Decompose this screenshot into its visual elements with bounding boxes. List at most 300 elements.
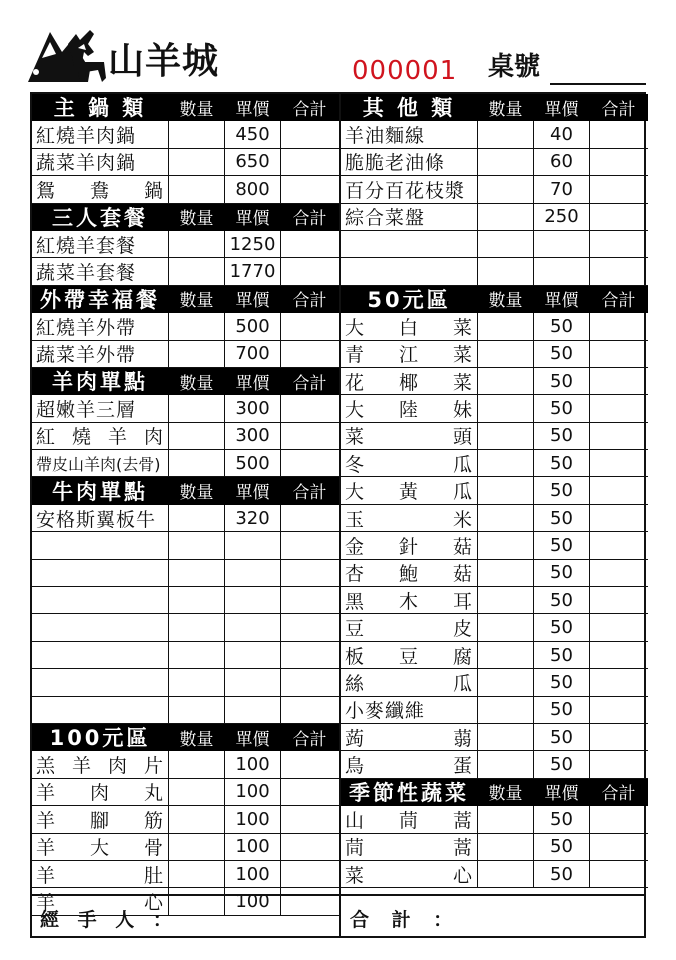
unit-price: 50 [534,395,590,421]
quantity-cell[interactable] [478,477,534,503]
blank-row [32,532,339,559]
subtotal-cell[interactable] [590,697,648,723]
blank-name-cell[interactable] [32,697,169,723]
qty-column-header: 數量 [478,286,534,312]
menu-item-row [32,395,339,422]
subtotal-cell[interactable] [590,368,648,394]
subtotal-cell[interactable] [590,861,648,887]
menu-item-row [32,834,339,861]
menu-item-name: 蔬菜羊肉鍋 [32,149,169,175]
quantity-cell[interactable] [478,204,534,230]
unit-price: 320 [225,505,281,531]
blank-qty-cell[interactable] [478,258,534,284]
unit-price: 50 [534,368,590,394]
total-column-header: 合計 [590,779,648,805]
qty-column-header: 數量 [169,94,225,120]
blank-row [32,697,339,724]
quantity-cell[interactable] [478,861,534,887]
menu-item-name: 脆脆老油條 [341,149,478,175]
order-form [30,92,646,938]
menu-item-name: 羔 羊 肉 片 [32,751,169,777]
quantity-cell[interactable] [169,834,225,860]
menu-item-row [341,532,648,559]
menu-item-name: 菜 心 [341,861,478,887]
unit-price: 50 [534,560,590,586]
unit-price: 100 [225,834,281,860]
subtotal-cell[interactable] [590,587,648,613]
section-header [32,286,339,313]
subtotal-cell[interactable] [281,806,339,832]
menu-item-row [32,779,339,806]
menu-item-name: 羊 肉 丸 [32,779,169,805]
subtotal-cell[interactable] [281,779,339,805]
unit-price: 500 [225,450,281,476]
menu-item-row [32,806,339,833]
menu-item-name: 蒟 蒻 [341,724,478,750]
unit-price: 800 [225,176,281,202]
subtotal-cell[interactable] [590,751,648,777]
qty-column-header: 數量 [169,286,225,312]
total-column-header: 合計 [281,204,339,230]
blank-row [341,231,648,258]
blank-name-cell[interactable] [32,587,169,613]
blank-total-cell[interactable] [281,669,339,695]
menu-item-row [32,231,339,258]
subtotal-cell[interactable] [590,614,648,640]
section-title: 其 他 類 [341,94,478,120]
subtotal-cell[interactable] [590,669,648,695]
menu-item-row [341,724,648,751]
quantity-cell[interactable] [478,505,534,531]
unit-price: 500 [225,313,281,339]
unit-price: 50 [534,642,590,668]
menu-item-name: 杏 鮑 菇 [341,560,478,586]
subtotal-cell[interactable] [281,861,339,887]
total-column-header: 合計 [590,94,648,120]
unit-price: 50 [534,341,590,367]
subtotal-cell[interactable] [590,121,648,147]
quantity-cell[interactable] [478,149,534,175]
unit-price: 1770 [225,258,281,284]
section-header [32,477,339,504]
blank-row [32,614,339,641]
qty-column-header: 數量 [169,477,225,503]
menu-item-name: 茼 蒿 [341,834,478,860]
unit-price: 40 [534,121,590,147]
menu-item-name: 羊 大 骨 [32,834,169,860]
menu-item-name: 百分百花枝漿 [341,176,478,202]
section-header [32,204,339,231]
blank-price-cell[interactable] [225,669,281,695]
blank-total-cell[interactable] [281,587,339,613]
goat-mountain-logo-icon [28,22,108,86]
quantity-cell[interactable] [478,532,534,558]
menu-item-row [341,341,648,368]
total-column-header: 合計 [281,286,339,312]
qty-column-header: 數量 [169,724,225,750]
menu-item-row [341,149,648,176]
menu-item-row [341,587,648,614]
menu-item-name: 菜 頭 [341,423,478,449]
unit-price: 50 [534,532,590,558]
subtotal-cell[interactable] [281,450,339,476]
menu-item-row [341,861,648,888]
menu-item-name: 大 陸 妹 [341,395,478,421]
subtotal-cell[interactable] [590,724,648,750]
unit-price: 100 [225,861,281,887]
footer-divider [339,896,341,938]
unit-price: 50 [534,751,590,777]
unit-price: 100 [225,806,281,832]
menu-item-name: 玉 米 [341,505,478,531]
menu-item-row [32,258,339,285]
section-title: 季節性蔬菜 [341,779,478,805]
subtotal-cell[interactable] [590,505,648,531]
menu-item-row [32,149,339,176]
quantity-cell[interactable] [478,560,534,586]
quantity-cell[interactable] [478,423,534,449]
menu-item-row [341,806,648,833]
section-title: 外帶幸福餐 [32,286,169,312]
price-column-header: 單價 [225,286,281,312]
subtotal-cell[interactable] [281,834,339,860]
menu-item-name: 黑 木 耳 [341,587,478,613]
unit-price: 50 [534,669,590,695]
unit-price: 300 [225,423,281,449]
quantity-cell[interactable] [169,395,225,421]
menu-item-name: 冬 瓜 [341,450,478,476]
unit-price: 50 [534,614,590,640]
menu-item-name: 板 豆 腐 [341,642,478,668]
blank-name-cell[interactable] [341,231,478,257]
blank-name-cell[interactable] [341,258,478,284]
menu-item-row [341,121,648,148]
quantity-cell[interactable] [478,669,534,695]
blank-row [32,642,339,669]
menu-item-name: 蔬菜羊外帶 [32,341,169,367]
menu-item-row [32,450,339,477]
section-header [32,724,339,751]
menu-item-row [341,477,648,504]
blank-name-cell[interactable] [32,532,169,558]
order-header [0,0,676,92]
section-title: 50元區 [341,286,478,312]
price-column-header: 單價 [534,286,590,312]
blank-qty-cell[interactable] [169,669,225,695]
price-column-header: 單價 [225,724,281,750]
blank-price-cell[interactable] [225,587,281,613]
price-column-header: 單價 [225,368,281,394]
menu-item-name: 紅燒羊外帶 [32,313,169,339]
quantity-cell[interactable] [478,121,534,147]
order-number: 000001 [352,56,458,86]
menu-item-name: 鳥 蛋 [341,751,478,777]
menu-item-name: 大 白 菜 [341,313,478,339]
menu-item-row [32,341,339,368]
menu-item-row [341,642,648,669]
blank-price-cell[interactable] [225,642,281,668]
menu-item-row [341,614,648,641]
unit-price: 50 [534,587,590,613]
subtotal-cell[interactable] [590,313,648,339]
menu-item-row [341,368,648,395]
blank-total-cell[interactable] [281,560,339,586]
subtotal-cell[interactable] [281,313,339,339]
menu-item-name: 山 茼 蒿 [341,806,478,832]
menu-item-row [341,669,648,696]
left-menu-column [32,94,339,916]
blank-qty-cell[interactable] [169,614,225,640]
qty-column-header: 數量 [169,368,225,394]
unit-price: 300 [225,395,281,421]
blank-name-cell[interactable] [32,614,169,640]
subtotal-cell[interactable] [590,204,648,230]
menu-item-name: 絲 瓜 [341,669,478,695]
total-column-header: 合計 [281,368,339,394]
menu-item-row [341,313,648,340]
menu-item-name: 小麥纖維 [341,697,478,723]
quantity-cell[interactable] [169,313,225,339]
price-column-header: 單價 [225,94,281,120]
blank-total-cell[interactable] [281,532,339,558]
total-column-header: 合計 [281,94,339,120]
quantity-cell[interactable] [169,861,225,887]
total-column-header: 合計 [281,724,339,750]
unit-price: 60 [534,149,590,175]
menu-item-name: 超嫩羊三層 [32,395,169,421]
subtotal-cell[interactable] [590,560,648,586]
unit-price: 450 [225,121,281,147]
unit-price: 50 [534,697,590,723]
quantity-cell[interactable] [169,450,225,476]
price-column-header: 單價 [534,94,590,120]
price-column-header: 單價 [225,477,281,503]
unit-price: 100 [225,751,281,777]
quantity-cell[interactable] [169,505,225,531]
unit-price: 100 [225,888,281,914]
unit-price: 250 [534,204,590,230]
handler-label: 經 手 人 ： [40,909,178,931]
subtotal-cell[interactable] [590,642,648,668]
menu-item-row [341,751,648,778]
section-header [341,779,648,806]
right-menu-column [341,94,648,888]
unit-price: 50 [534,834,590,860]
quantity-cell[interactable] [169,806,225,832]
blank-qty-cell[interactable] [169,642,225,668]
table-number-field[interactable] [550,83,646,85]
menu-item-row [341,176,648,203]
price-column-header: 單價 [225,204,281,230]
quantity-cell[interactable] [478,834,534,860]
blank-name-cell[interactable] [32,669,169,695]
menu-item-row [341,697,648,724]
blank-total-cell[interactable] [590,258,648,284]
subtotal-cell[interactable] [281,341,339,367]
quantity-cell[interactable] [169,149,225,175]
unit-price: 100 [225,779,281,805]
grand-total-label: 合 計 ： [350,909,461,931]
quantity-cell[interactable] [478,176,534,202]
menu-item-name: 蔬菜羊套餐 [32,258,169,284]
quantity-cell[interactable] [169,751,225,777]
quantity-cell[interactable] [478,450,534,476]
blank-price-cell[interactable] [225,697,281,723]
menu-item-name: 大 黃 瓜 [341,477,478,503]
quantity-cell[interactable] [169,231,225,257]
quantity-cell[interactable] [169,423,225,449]
quantity-cell[interactable] [169,258,225,284]
subtotal-cell[interactable] [281,121,339,147]
unit-price: 50 [534,861,590,887]
blank-row [341,258,648,285]
unit-price: 700 [225,341,281,367]
quantity-cell[interactable] [169,176,225,202]
quantity-cell[interactable] [169,779,225,805]
unit-price: 50 [534,450,590,476]
subtotal-cell[interactable] [590,834,648,860]
menu-item-name: 鴛 鴦 鍋 [32,176,169,202]
section-title: 羊肉單點 [32,368,169,394]
subtotal-cell[interactable] [281,505,339,531]
blank-qty-cell[interactable] [169,532,225,558]
section-header [341,286,648,313]
menu-item-name: 紅 燒 羊 肉 [32,423,169,449]
menu-item-name: 綜合菜盤 [341,204,478,230]
menu-item-row [32,176,339,203]
unit-price: 50 [534,423,590,449]
menu-item-name: 紅燒羊套餐 [32,231,169,257]
blank-price-cell[interactable] [225,614,281,640]
subtotal-cell[interactable] [281,258,339,284]
unit-price: 1250 [225,231,281,257]
section-title: 牛肉單點 [32,477,169,503]
menu-item-row [32,505,339,532]
section-header [341,94,648,121]
menu-item-row [32,423,339,450]
menu-item-name: 羊油麵線 [341,121,478,147]
menu-item-row [341,450,648,477]
blank-qty-cell[interactable] [478,231,534,257]
unit-price: 50 [534,806,590,832]
quantity-cell[interactable] [169,121,225,147]
menu-item-name: 羊 肚 [32,861,169,887]
menu-item-row [341,395,648,422]
quantity-cell[interactable] [478,751,534,777]
section-title: 主 鍋 類 [32,94,169,120]
quantity-cell[interactable] [478,341,534,367]
quantity-cell[interactable] [478,614,534,640]
quantity-cell[interactable] [169,341,225,367]
table-number-label: 桌號 [488,52,541,82]
quantity-cell[interactable] [478,697,534,723]
menu-item-name: 羊 腳 筋 [32,806,169,832]
subtotal-cell[interactable] [281,149,339,175]
blank-price-cell[interactable] [534,258,590,284]
quantity-cell[interactable] [478,368,534,394]
menu-item-row [341,560,648,587]
subtotal-cell[interactable] [590,423,648,449]
blank-row [32,669,339,696]
quantity-cell[interactable] [478,395,534,421]
menu-item-name: 羊 心 [32,888,169,914]
quantity-cell[interactable] [478,587,534,613]
brand-name: 山羊城 [108,41,220,82]
menu-item-name: 紅燒羊肉鍋 [32,121,169,147]
qty-column-header: 數量 [478,94,534,120]
section-title: 100元區 [32,724,169,750]
section-header [32,94,339,121]
subtotal-cell[interactable] [281,231,339,257]
subtotal-cell[interactable] [590,806,648,832]
subtotal-cell[interactable] [590,450,648,476]
subtotal-cell[interactable] [281,751,339,777]
total-column-header: 合計 [590,286,648,312]
menu-item-row [32,751,339,778]
blank-price-cell[interactable] [225,532,281,558]
blank-name-cell[interactable] [32,642,169,668]
blank-qty-cell[interactable] [169,560,225,586]
blank-qty-cell[interactable] [169,697,225,723]
quantity-cell[interactable] [478,642,534,668]
menu-item-name: 金 針 菇 [341,532,478,558]
unit-price: 50 [534,477,590,503]
subtotal-cell[interactable] [590,395,648,421]
menu-item-row [341,204,648,231]
blank-qty-cell[interactable] [169,587,225,613]
blank-row [32,560,339,587]
quantity-cell[interactable] [478,313,534,339]
form-footer [32,894,644,936]
subtotal-cell[interactable] [281,423,339,449]
blank-total-cell[interactable] [590,231,648,257]
menu-item-row [341,505,648,532]
unit-price: 50 [534,505,590,531]
menu-item-row [32,861,339,888]
quantity-cell[interactable] [478,806,534,832]
subtotal-cell[interactable] [281,176,339,202]
unit-price: 50 [534,313,590,339]
blank-total-cell[interactable] [281,642,339,668]
qty-column-header: 數量 [478,779,534,805]
menu-item-name: 豆 皮 [341,614,478,640]
subtotal-cell[interactable] [590,149,648,175]
blank-total-cell[interactable] [281,697,339,723]
subtotal-cell[interactable] [281,395,339,421]
unit-price: 50 [534,724,590,750]
total-column-header: 合計 [281,477,339,503]
blank-price-cell[interactable] [534,231,590,257]
menu-item-name: 帶皮山羊肉(去骨) [32,450,169,476]
blank-name-cell[interactable] [32,560,169,586]
blank-row [32,587,339,614]
subtotal-cell[interactable] [590,532,648,558]
section-title: 三人套餐 [32,204,169,230]
menu-item-row [341,423,648,450]
quantity-cell[interactable] [478,724,534,750]
subtotal-cell[interactable] [590,477,648,503]
menu-item-row [32,313,339,340]
unit-price: 650 [225,149,281,175]
price-column-header: 單價 [534,779,590,805]
section-header [32,368,339,395]
blank-price-cell[interactable] [225,560,281,586]
blank-total-cell[interactable] [281,614,339,640]
subtotal-cell[interactable] [590,176,648,202]
subtotal-cell[interactable] [590,341,648,367]
menu-item-name: 花 椰 菜 [341,368,478,394]
menu-item-row [32,121,339,148]
